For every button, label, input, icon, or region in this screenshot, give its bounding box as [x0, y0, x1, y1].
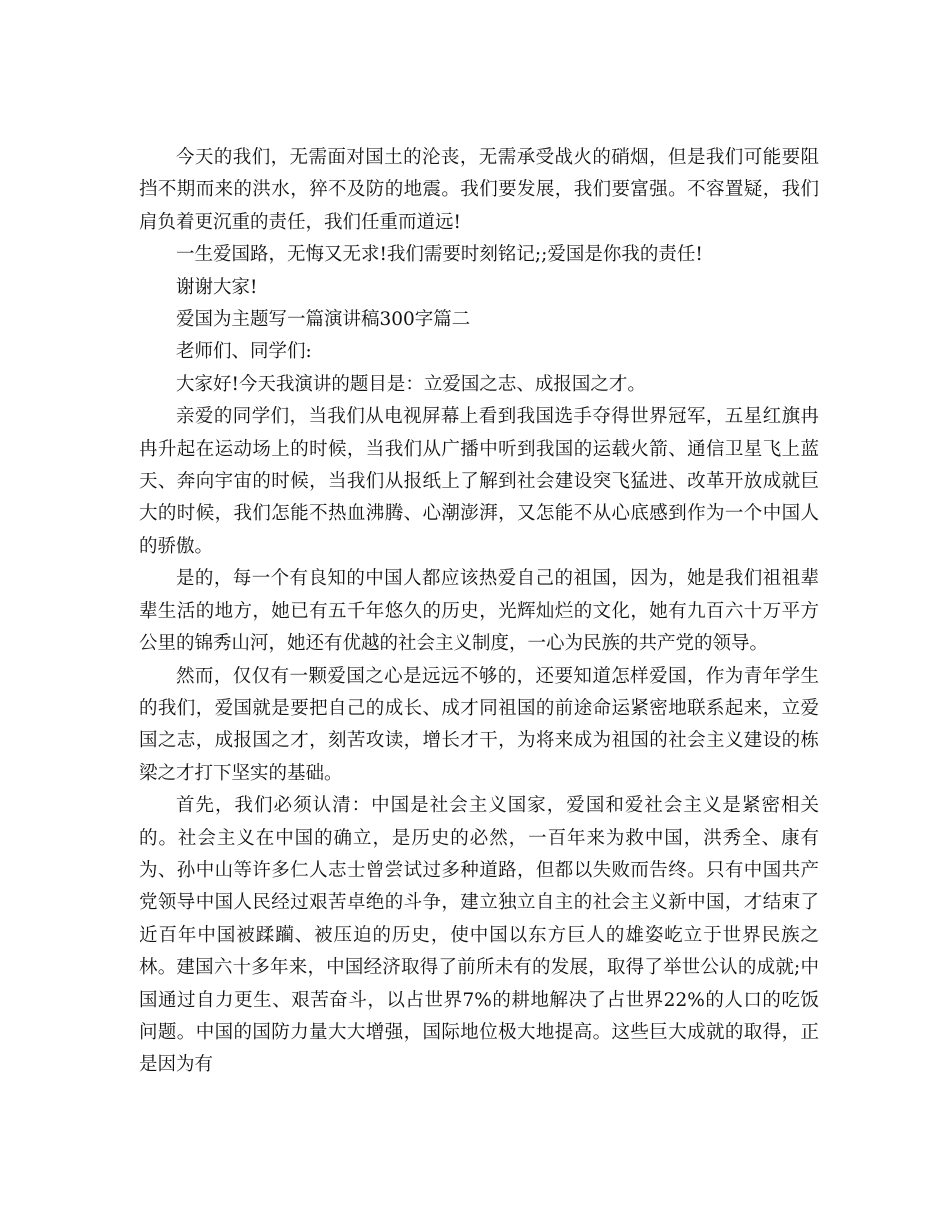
paragraph: 大家好!今天我演讲的题目是：立爱国之志、成报国之才。 — [176, 373, 646, 395]
paragraph: 然而，仅仅有一颗爱国之心是远远不够的，还要知道怎样爱国，作为青年学生的我们，爱国就是要把自己的成长、成才同祖国的前途命运紧密地联系起来，立爱国之志，成报国之才，刻苦攻读，增长才干，为将来成为祖国的社会主义建设的栋梁之才打下坚实的基础。 — [139, 665, 819, 784]
document-body — [139, 142, 819, 1082]
paragraph: 谢谢大家! — [176, 276, 258, 298]
paragraph: 首先，我们必须认清：中国是社会主义国家，爱国和爱社会主义是紧密相关的。社会主义在中国的确立，是历史的必然，一百年来为救中国，洪秀全、康有为、孙中山等许多仁人志士曾尝试过多种道路，但都以失败而告终。只有中国共产党领导中国人民经过艰苦卓绝的斗争，建立独立自主的社会主义新中国，才结束了近百年中国被蹂躏、被压迫的历史，使中国以东方巨人的雄姿屹立于世界民族之林。建国六十多年来，中国经济取得了前所未有的发展，取得了举世公认的成就;中国通过自力更生、艰苦奋斗，以占世界7%的耕地解决了占世界22%的人口的吃饭问题。中国的国防力量大大增强，国际地位极大地提高。这些巨大成就的取得，正是因为有 — [139, 795, 819, 1076]
paragraph: 亲爱的同学们，当我们从电视屏幕上看到我国选手夺得世界冠军，五星红旗冉冉升起在运动场上的时候，当我们从广播中听到我国的运载火箭、通信卫星飞上蓝天、奔向宇宙的时候，当我们从报纸上了解到社会建设突飞猛进、改革开放成就巨大的时候，我们怎能不热血沸腾、心潮澎湃，又怎能不从心底感到作为一个中国人的骄傲。 — [139, 406, 819, 557]
section-heading: 爱国为主题写一篇演讲稿300字篇二 — [176, 309, 471, 331]
paragraph: 是的，每一个有良知的中国人都应该热爱自己的祖国，因为，她是我们祖祖辈辈生活的地方，她已有五千年悠久的历史，光辉灿烂的文化，她有九百六十万平方公里的锦秀山河，她还有优越的社会主义制度，一心为民族的共产党的领导。 — [139, 568, 819, 655]
paragraph: 一生爱国路，无悔又无求!我们需要时刻铭记;;爱国是你我的责任! — [176, 244, 703, 266]
paragraph: 今天的我们，无需面对国土的沦丧，无需承受战火的硝烟，但是我们可能要阻挡不期而来的洪水，猝不及防的地震。我们要发展，我们要富强。不容置疑，我们肩负着更沉重的责任，我们任重而道远! — [139, 147, 819, 233]
salutation: 老师们、同学们: — [176, 341, 312, 363]
